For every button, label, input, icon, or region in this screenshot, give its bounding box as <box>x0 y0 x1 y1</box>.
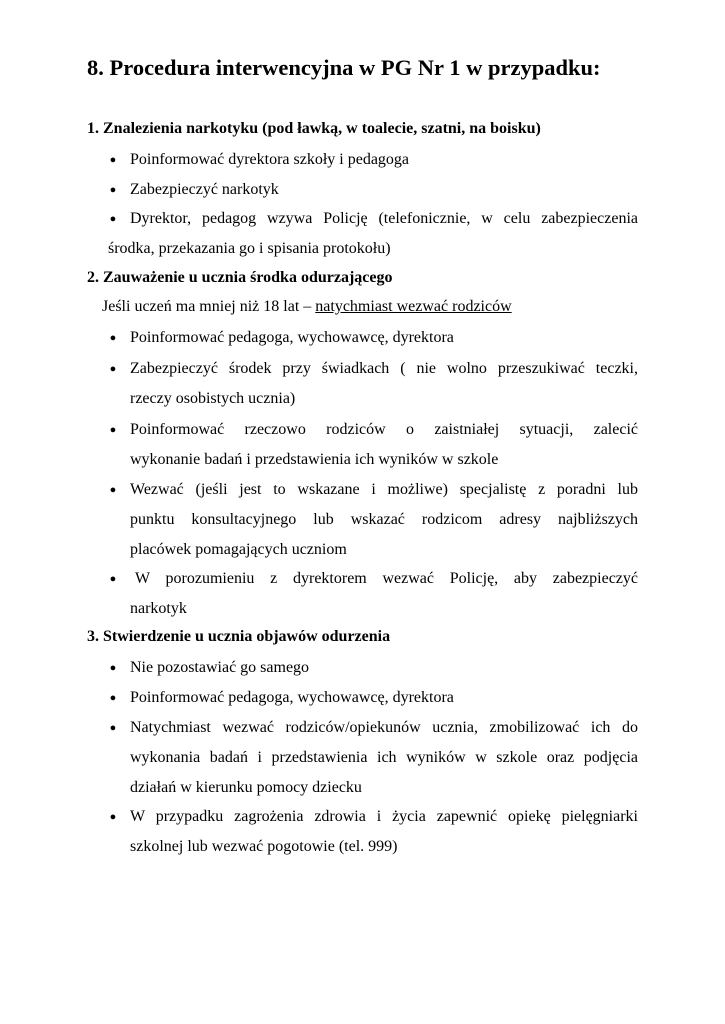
list-item-text: Wezwać (jeśli jest to wskazane i możliwe) specjalistę z poradni lub <box>130 481 638 498</box>
section-heading-1: 1. Znalezienia narkotyku (pod ławką, w toalecie, szatni, na boisku) <box>87 120 541 137</box>
section-heading-2: 2. Zauważenie u ucznia środka odurzającego <box>87 269 393 286</box>
list-item-text: placówek pomagających uczniom <box>130 541 347 558</box>
bullet-icon: ● <box>109 573 117 585</box>
bullet-icon: ● <box>109 692 117 704</box>
list-item-text: Natychmiast wezwać rodziców/opiekunów ucznia, zmobilizować ich do <box>130 719 638 736</box>
list-item-text: szkolnej lub wezwać pogotowie (tel. 999) <box>130 838 398 855</box>
list-item-text: punktu konsultacyjnego lub wskazać rodzicom adresy najbliższych <box>130 511 638 528</box>
note-emphasis: natychmiast wezwać rodziców <box>315 298 512 315</box>
bullet-icon: ● <box>109 662 117 674</box>
bullet-icon: ● <box>109 213 117 225</box>
list-item-text: działań w kierunku pomocy dziecku <box>130 779 362 796</box>
list-item-text: rzeczy osobistych ucznia) <box>130 390 296 407</box>
page-title: 8. Procedura interwencyjna w PG Nr 1 w przypadku: <box>87 55 601 80</box>
list-item-text: wykonania badań i przedstawienia ich wyników w szkole oraz podjęcia <box>130 749 638 766</box>
bullet-icon: ● <box>109 332 117 344</box>
list-item-text: Dyrektor, pedagog wzywa Policję (telefonicznie, w celu zabezpieczenia <box>130 210 638 227</box>
list-item-text: Zabezpieczyć narkotyk <box>130 181 279 198</box>
list-item-text: Zabezpieczyć środek przy świadkach ( nie wolno przeszukiwać teczki, <box>130 360 638 377</box>
bullet-icon: ● <box>109 424 117 436</box>
bullet-icon: ● <box>109 722 117 734</box>
section-heading-3: 3. Stwierdzenie u ucznia objawów odurzenia <box>87 628 391 645</box>
list-item-text: narkotyk <box>130 600 187 617</box>
list-item-text: Poinformować pedagoga, wychowawcę, dyrektora <box>130 329 454 346</box>
list-item-text: W porozumieniu z dyrektorem wezwać Policję, aby zabezpieczyć <box>135 570 638 587</box>
bullet-icon: ● <box>109 363 117 375</box>
note-text: Jeśli uczeń ma mniej niż 18 lat – <box>102 298 316 315</box>
list-item-text: wykonanie badań i przedstawienia ich wyników w szkole <box>130 451 499 468</box>
bullet-icon: ● <box>109 484 117 496</box>
list-item-text: Poinformować dyrektora szkoły i pedagoga <box>130 151 410 168</box>
list-item-text: W przypadku zagrożenia zdrowia i życia zapewnić opiekę pielęgniarki <box>130 808 638 825</box>
bullet-icon: ● <box>109 811 117 823</box>
list-item-text: Nie pozostawiać go samego <box>130 659 310 676</box>
note <box>102 297 512 317</box>
list-item-text: Poinformować pedagoga, wychowawcę, dyrektora <box>130 689 454 706</box>
bullet-icon: ● <box>109 184 117 196</box>
list-item-text: Poinformować rzeczowo rodziców o zaistniałej sytuacji, zalecić <box>130 421 638 438</box>
list-item-text: środka, przekazania go i spisania protokołu) <box>108 240 391 257</box>
bullet-icon: ● <box>109 154 117 166</box>
